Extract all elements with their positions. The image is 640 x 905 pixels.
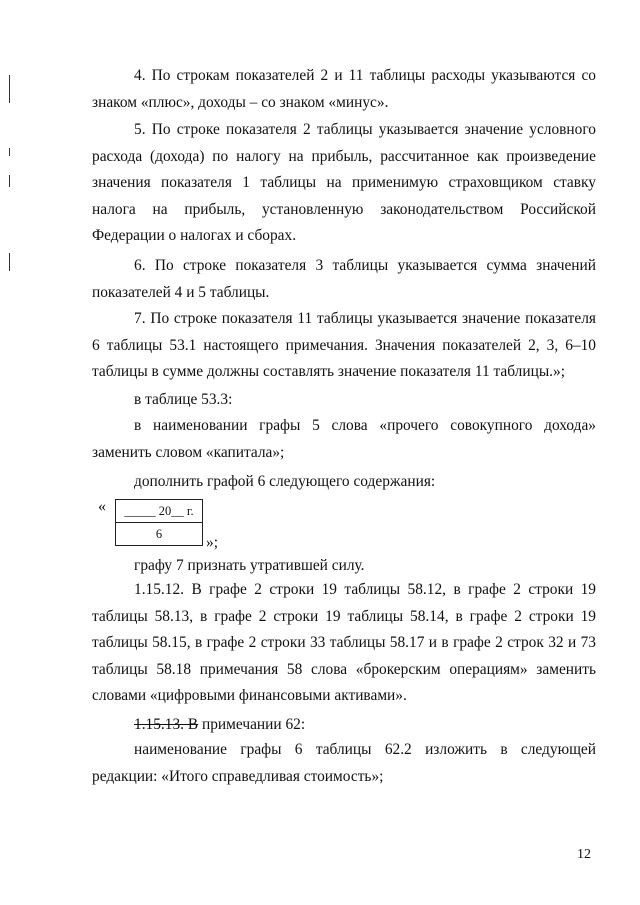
paragraph-6: 6. По строке показателя 3 таблицы указывается сумма значений показателей 4 и 5 таблицы. [92,257,596,301]
struck-text: 1.15.13. В [134,716,199,733]
inserted-column-table [115,499,203,546]
column-5-rename: в наименовании графы 5 слова «прочего совокупного дохода» заменить словом «капитала»; [92,417,596,461]
column-7-repeal: графу 7 признать утратившей силу. [134,557,365,574]
margin-mark [9,253,10,271]
margin-mark [9,175,10,187]
page-number: 12 [577,847,591,862]
paragraph-1-15-13 [134,715,305,735]
add-column-6: дополнить графой 6 следующего содержания: [134,473,436,490]
column-6-rename: наименование графы 6 таблицы 62.2 изложить в следующей редакции: «Итого справедливая стоимость»; [92,741,596,785]
paragraph-7: 7. По строке показателя 11 таблицы указывается значение показателя 6 таблицы 53.1 настоящего примечания. Значения показателей 2, 3, 6–10 таблицы в сумме должны составлять значение показателя 11 таблицы.»; [92,310,596,380]
remaining-text: примечании 62: [198,716,306,733]
margin-mark [9,148,10,156]
table-close-quote: »; [206,534,218,551]
header-cell: _____ 20__ г. [116,500,203,523]
paragraph-5: 5. По строке показателя 2 таблицы указывается значение условного расхода (дохода) по налогу на прибыль, рассчитанное как произведение значения показателя 1 таблицы на применимую страховщиком ставку налога на прибыль, установленную законодательством Российской Федерации о налогах и сборах. [92,121,596,244]
table-53-3-intro: в таблице 53.3: [134,391,233,408]
margin-mark [9,75,10,103]
table-open-quote: « [98,498,106,515]
paragraph-1-15-12: 1.15.12. В графе 2 строки 19 таблицы 58.12, в графе 2 строки 19 таблицы 58.13, в графе 2 строки 19 таблицы 58.14, в графе 2 строки 19 таблицы 58.15, в графе 2 строки 33 таблицы 58.17 и в графе 2 строк 32 и 73 таблицы 58.18 примечания 58 слова «брокерским операциям» заменить словами «цифровыми финансовыми активами». [92,581,596,704]
number-cell: 6 [116,523,203,546]
paragraph-4: 4. По строкам показателей 2 и 11 таблицы расходы указываются со знаком «плюс», доходы – со знаком «минус». [92,67,596,111]
